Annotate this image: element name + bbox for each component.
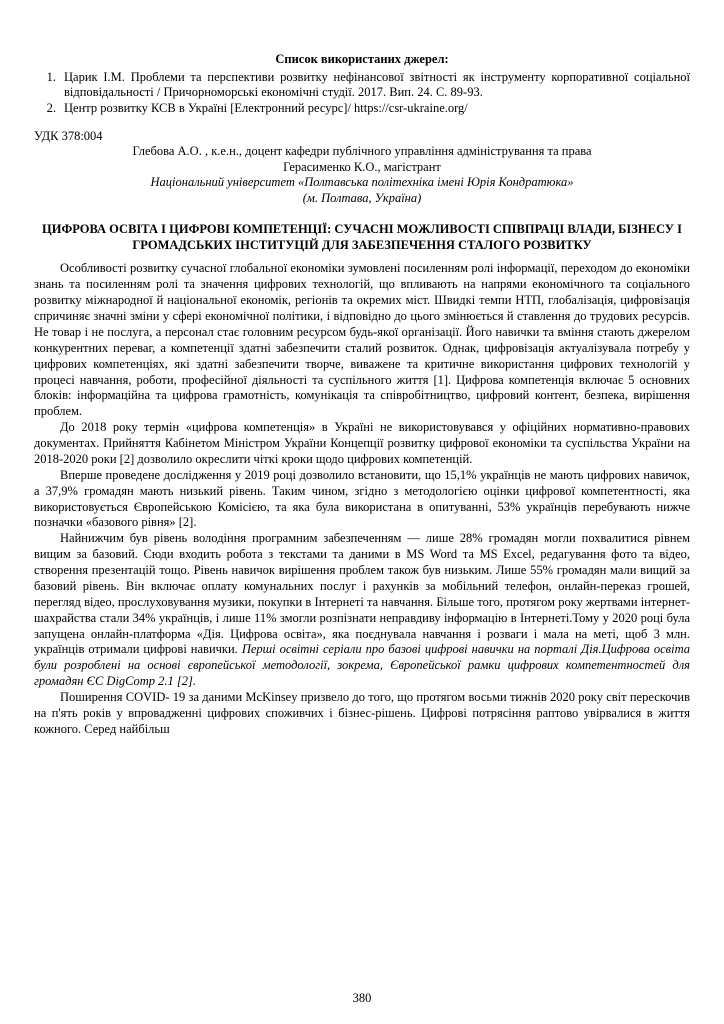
reference-number: 1. [46, 69, 56, 84]
list-item [34, 70, 690, 102]
author-line: Глебова А.О. , к.е.н., доцент кафедри публічного управління адміністрування та права [132, 143, 592, 158]
reference-number: 2. [46, 101, 56, 116]
paragraph: До 2018 року термін «цифрова компетенція» в Україні не використовувався у офіційних нормативно-правових документах. Прийняття Кабінетом Міністром України Концепції розвитку цифрової економіки та суспільства України на 2018-2020 роки [2] дозволило окреслити чіткі кроки щодо цифрових компетенцій. [34, 420, 690, 466]
paragraph: Особливості розвитку сучасної глобальної економіки зумовлені посиленням ролі інформації, переходом до економіки знань та посиленням ролі та значення цифрових технологій, що впливають на напрями економічного та соціального розвитку міжнародної й національної економік, регіонів та окремих міст. Швидкі темпи НТП, глобалізація, цифровізація спричиняє значні зміни у сфері економічної політики, і відповідно до цього змінюється й ставлення до трудових ресурсів. Не товар і не послуга, а персонал стає головним ресурсом будь-якої організації. Його навички та вміння стають джерелом конкурентних переваг, а компетенції здатні забезпечити сталий розвиток. Однак, цифровізація актуалізувала потребу у цифрових компетенціях, які здатні забезпечити творче, виважене та критичне використання цифрових технологій у процесі навчання, роботи, професійної діяльності та суспільного життя [1]. Цифрова компетенція включає 5 основних блоків: інформаційна та цифрова грамотність, комунікація та співробітництво, цифровий контент, безпека, вирішення проблем. [34, 261, 690, 419]
paragraph: Поширення COVID- 19 за даними McKinsey призвело до того, що протягом восьми тижнів 2020 року світ перескочив на п'ять років у впровадженні цифрових споживчих і бізнес-рішень. Цифрові потрясіння раптово увірвалися в життя кожного. Серед найбільш [34, 690, 690, 736]
references-section [34, 52, 690, 117]
page-title: ЦИФРОВА ОСВІТА І ЦИФРОВІ КОМПЕТЕНЦІЇ: СУЧАСНІ МОЖЛИВОСТІ СПІВПРАЦІ ВЛАДИ, БІЗНЕСУ І ГРОМАДСЬКИХ ІНСТИТУЦІЙ ДЛЯ ЗАБЕЗПЕЧЕННЯ СТАЛОГО РОЗВИТКУ [42, 221, 682, 253]
list-item [34, 101, 690, 117]
page-number: 380 [352, 991, 372, 1005]
references-heading: Список використаних джерел: [275, 52, 449, 66]
paragraph-text: Найнижчим був рівень володіння програмним забезпеченням — лише 28% громадян могли похвалитися рівнем вищим за базовий. Сюди входить робота з текстами та даними в MS Word та MS Excel, редагування фото та відео, створення презентацій тощо. Рівень навичок вирішення проблем також був низьким. Лише 55% громадян мали вищий за базовий рівень. Він включає оплату комунальних послуг і рахунків за мобільний телефон, онлайн-переказ грошей, перегляд відео, прослуховування музики, покупки в Інтернеті та навчання. Більше того, протягом року жертвами інтернет-шахрайства стали 34% українців, і лише 11% змогли розпізнати неправдиву інформацію в Інтернеті.Тому у 2020 році була запущена онлайн-платформа «Дія. Цифрова освіта», яка поєднувала навчання і розваги і мала на меті, щоб 3 млн. українців отримали цифрові навички. [34, 531, 690, 657]
affiliation-city: (м. Полтава, Україна) [302, 191, 422, 206]
reference-text: Центр розвитку КСВ в Україні [Електронний ресурс]/ https://csr-ukraine.org/ [64, 101, 468, 116]
references-list [34, 70, 690, 117]
paragraph: Вперше проведене дослідження у 2019 році дозволило встановити, що 15,1% українців не мають цифрових навичок, а 37,9% громадян мають низький рівень. Таким чином, згідно з методологією оцінки цифрової компетентності, яка використовується Європейською Комісією, та яка була використана в опитуванні, 53% українців перебувають нижче позначки «базового рівня» [2]. [34, 467, 690, 530]
article-body [34, 261, 690, 737]
affiliation-line: Національний університет «Полтавська політехніка імені Юрія Кондратюка» [150, 175, 574, 190]
authors-block [34, 144, 690, 207]
paragraph [34, 531, 690, 690]
udk-code: УДК 378:004 [34, 128, 103, 143]
reference-text: Царик І.М. Проблеми та перспективи розвитку нефінансової звітності як інструменту корпоративної соціальної відповідальності / Причорноморські економічні студії. 2017. Вип. 24. С. 89-93. [64, 69, 690, 100]
author-line: Герасименко К.О., магістрант [283, 159, 441, 174]
paragraph-italic-fragment: Перші освітні серіали про базові цифрові навички на порталі Дія.Цифрова освіта були розроблені на основі європейської методології, зокрема, Європейської рамки цифрових компетентностей для громадян ЄС DigComp 2.1 [2]. [34, 642, 690, 689]
